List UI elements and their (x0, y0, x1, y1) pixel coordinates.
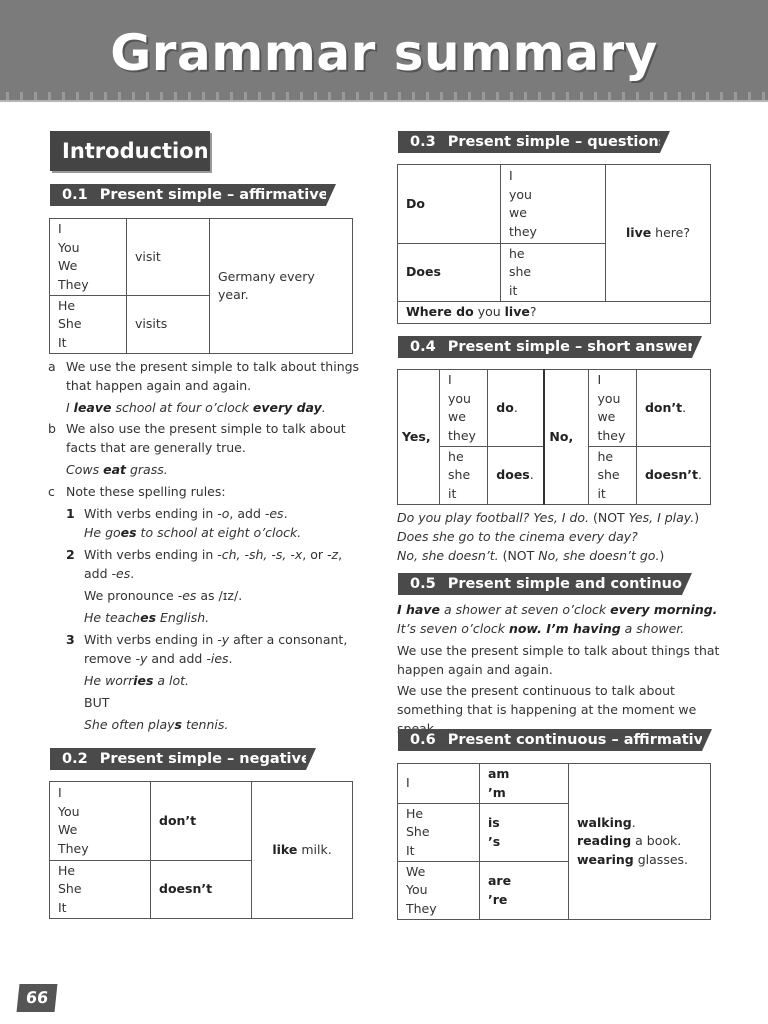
pronoun-cell: He She It (50, 296, 127, 354)
example-a: I leave school at four o’clock every day. (66, 400, 326, 415)
no-cell: No, (544, 370, 589, 505)
examples-0-4 (397, 508, 727, 565)
pronoun-cell: he she it (440, 447, 488, 505)
verb-cell: is ’s (480, 804, 569, 862)
complement-cell: Germany every year. (210, 219, 353, 354)
table-0-3 (397, 164, 711, 324)
pronoun-cell: I (398, 764, 480, 804)
pronoun-cell: I you we they (589, 370, 636, 447)
pronoun-cell: I You We They (50, 782, 151, 861)
rule-2: With verbs ending in -ch, -sh, -s, -x, or -z, (84, 547, 343, 562)
rule-2-pronunciation: We pronounce -es as /ɪz/. (84, 588, 243, 603)
table-0-2 (49, 781, 353, 919)
pronoun-cell: We You They (398, 862, 480, 920)
complement-cell: live here? (606, 165, 711, 302)
pronoun-cell: He She It (398, 804, 480, 862)
example-line: It’s seven o’clock now. I’m having a shower. (397, 621, 685, 636)
complement-cell: walking. reading a book. wearing glasses. (569, 764, 711, 920)
pronoun-cell: he she it (501, 244, 606, 302)
introduction-label: Introduction (50, 131, 210, 171)
rule-1: With verbs ending in -o, add -es. (84, 506, 288, 521)
pronoun-cell: he she it (589, 447, 636, 505)
header-banner-edge (0, 92, 768, 102)
table-0-1 (49, 218, 353, 354)
example-rule-3: He worries a lot. (84, 673, 190, 688)
verb-cell: visits (127, 296, 210, 354)
table-0-6 (397, 763, 711, 920)
example-rule-1: He goes to school at eight o’clock. (84, 525, 302, 540)
example-rule-2: He teaches English. (84, 610, 210, 625)
verb-cell: visit (127, 219, 210, 296)
complement-cell: like milk. (252, 782, 353, 919)
pronoun-cell: I You We They (50, 219, 127, 296)
example-rule-3-but: She often plays tennis. (84, 717, 229, 732)
rule-3: With verbs ending in -y after a consonant, (84, 632, 348, 647)
answer-cell: do. (488, 370, 545, 447)
verb-cell: am ’m (480, 764, 569, 804)
section-0-2-heading: 0.2 Present simple – negative (50, 748, 306, 770)
content-0-5 (397, 600, 727, 738)
verb-cell: doesn’t (151, 861, 252, 919)
but-label: BUT (84, 695, 110, 710)
example-line: No, she doesn’t. (NOT No, she doesn’t go.) (397, 548, 665, 563)
example-line: Do you play football? Yes, I do. (NOT Yes, I play.) (397, 510, 700, 525)
answer-cell: don’t. (636, 370, 710, 447)
verb-cell: don’t (151, 782, 252, 861)
paragraph: We use the present simple to talk about things that happen again and again. (397, 643, 720, 677)
notes-0-1: a We use the present simple to talk about things that happen again and again. I leave school at four o’clock every day. b We also use the present simple to talk about facts that are generally true. Cows eat grass. c Note these spelling rules: 1 With verbs ending in -o, add -es. He goes to school at eight o’clock. 2 With verbs ending in -ch, -sh, -s, -x, or -z, add -es. We pronounce -es as /ɪz/. He teaches English. 3 With verbs ending in -y after a consonant, remove -y and add -ies. He worries a lot. BUT She often plays tennis. (48, 357, 370, 734)
paragraph: We use the present continuous to talk about something that is happening at the moment we (397, 683, 697, 717)
where-question: Where do you live? (398, 302, 711, 324)
answer-cell: does. (488, 447, 545, 505)
section-number: 0.1 (62, 187, 88, 203)
table-0-4 (397, 369, 711, 505)
section-0-5-heading: 0.5 Present simple and continuous (398, 573, 682, 595)
verb-cell: are ’re (480, 862, 569, 920)
section-0-6-heading: 0.6 Present continuous – affirmative (398, 729, 702, 751)
page-title: Grammar summary (110, 24, 658, 82)
section-0-3-heading: 0.3 Present simple – questions (398, 131, 660, 153)
section-title: Present simple – affirmative (99, 187, 329, 203)
section-0-4-heading: 0.4 Present simple – short answers (398, 336, 692, 358)
answer-cell: doesn’t. (636, 447, 710, 505)
aux-cell: Do (398, 165, 501, 244)
pronoun-cell: He She It (50, 861, 151, 919)
page-number: 66 (17, 984, 58, 1012)
example-line: I have a shower at seven o’clock every morning. (397, 602, 718, 617)
aux-cell: Does (398, 244, 501, 302)
pronoun-cell: I you we they (440, 370, 488, 447)
pronoun-cell: I you we they (501, 165, 606, 244)
example-line: Does she go to the cinema every day? (397, 529, 638, 544)
section-0-1-heading (50, 184, 329, 206)
example-b: Cows eat grass. (66, 462, 168, 477)
yes-cell: Yes, (398, 370, 440, 505)
